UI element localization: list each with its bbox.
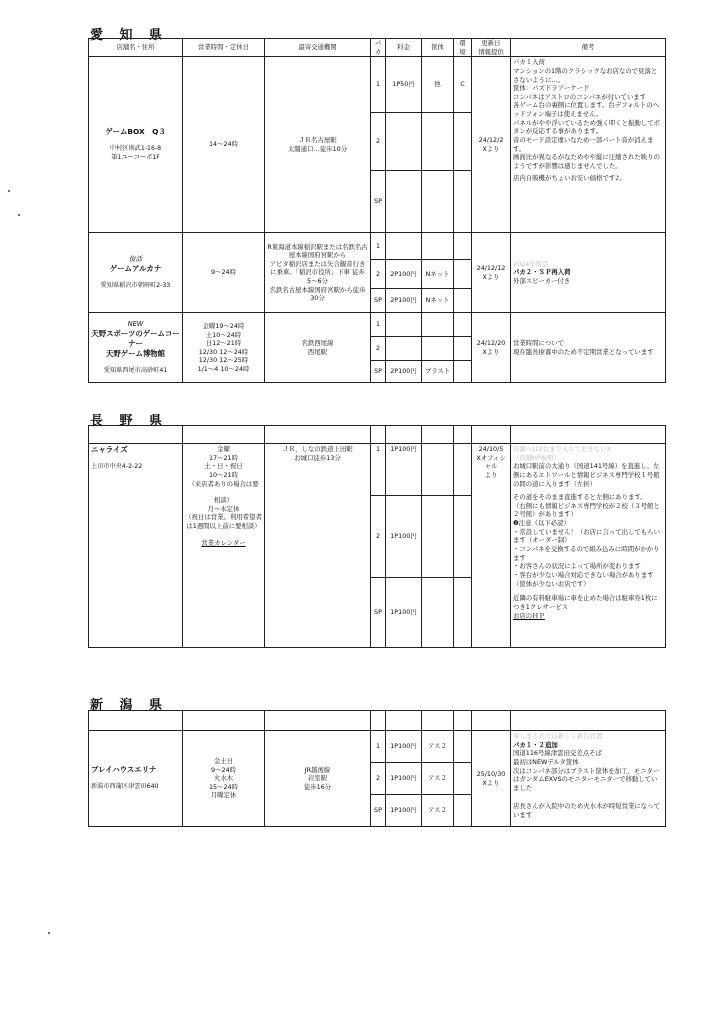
section-title-niigata: 新 潟 県 [90, 698, 169, 713]
paka-cell: 2 [371, 260, 386, 289]
note-line: 近隣の有料駐車場に車を止めた場合は駐車券1枚につき1クレサービス [513, 594, 658, 611]
note-line: お城口駅前の大通り（国道141号線）を直進し、左側にあるエトワールと情報ビジネス専門学校１号館の間の道に入ります（左折） [513, 462, 660, 488]
header-station: 最寄交通機関 [265, 39, 371, 57]
table-row [89, 313, 666, 337]
env-cell [454, 113, 472, 171]
env-cell [454, 361, 472, 383]
header-fee: 料金 [386, 39, 422, 57]
store-address: 愛知県西尾市高砂町41 [103, 367, 168, 375]
paka-cell: 2 [371, 496, 386, 578]
paka-cell: 1 [371, 233, 386, 260]
store-name: 天野スポーツのゲームコーナー 天野ゲーム博物館 [91, 329, 180, 359]
calendar-link[interactable]: 営業カレンダー [201, 538, 246, 547]
station-cell: 名鉄西尾線 西尾駅 [265, 313, 371, 383]
fee-cell: 1P100円 [386, 496, 422, 578]
env-cell [454, 289, 472, 313]
store-tag: NEW [127, 320, 144, 329]
fee-cell: 1P50円 [386, 57, 422, 113]
env-cell [454, 763, 472, 795]
notes-cell [511, 444, 666, 648]
fee-cell: 2P100円 [386, 289, 422, 313]
fee-cell: 1P100円 [386, 763, 422, 795]
fee-cell: 2P100円 [386, 260, 422, 289]
env-cell [454, 444, 472, 496]
fee-cell [386, 337, 422, 361]
scan-speck [18, 214, 20, 216]
cabinet-cell [422, 113, 454, 171]
cabinet-cell [422, 233, 454, 260]
note-line: ・客台が少ない場合対応できない場合があります（筐体が少ないお店です） [513, 570, 654, 588]
cabinet-cell: ブラスト [422, 361, 454, 383]
fee-cell: 1P100円 [386, 731, 422, 763]
cabinet-cell [422, 337, 454, 361]
note-line: パカ２・ＳＰ再入荷 [513, 268, 571, 277]
hours-cell: 金曜19〜24時 土10〜24時 日12〜21時 12/30 12〜24時 12/30 12〜25時 1/1〜4 10〜24時 [183, 313, 265, 383]
env-cell [454, 260, 472, 289]
paka-cell: 1 [371, 57, 386, 113]
paka-cell: 1 [371, 313, 386, 337]
store-cell [89, 313, 183, 383]
store-address: 新潟市西蒲区津雲田640 [91, 783, 159, 791]
store-name: ゲームアルカナ [109, 264, 162, 274]
store-name: ゲームBOX Q３ [105, 127, 166, 137]
updated-cell: 24/12/20 Xより [472, 313, 511, 383]
cabinet-cell: Nネット [422, 260, 454, 289]
fee-cell: 2P100円 [386, 361, 422, 383]
env-cell [454, 337, 472, 361]
paka-cell: SP [371, 361, 386, 383]
updated-cell: 24/10/5 Xオフィシャル より [472, 444, 511, 648]
fee-cell: 1P100円 [386, 578, 422, 648]
station-cell: ＪＲ，しなの鉄道上田駅 お城口徒歩13分 [265, 444, 371, 648]
cabinet-cell [422, 313, 454, 337]
note-line: 店内自販機がちょいお安い価格です♪。 [513, 173, 626, 182]
header-row-blank [89, 711, 666, 731]
store-hp-link[interactable]: お店のＨＰ [513, 611, 545, 620]
cabinet-cell: アス２ [422, 731, 454, 763]
store-address: 中村区則武1-16-8 第1ユーコーポ1F [109, 145, 162, 161]
fee-cell [386, 313, 422, 337]
paka-cell: SP [371, 289, 386, 313]
header-row [89, 39, 666, 57]
paka-cell: 2 [371, 337, 386, 361]
table-row [89, 57, 666, 113]
note-line: 画面比が異なるがなためやや縦に圧縮された映りのようですが影響は感じませんでした。 [513, 153, 660, 170]
store-address: 愛知県稲沢市朝府町2-33 [100, 282, 171, 290]
note-line: マンションの1階のクラシックなお店なので見落とさないように…。 [513, 66, 658, 84]
fee-cell [386, 171, 422, 233]
store-cell [89, 444, 183, 648]
header-row-blank [89, 426, 666, 444]
note-line: 外部スピーカー付き [513, 277, 571, 286]
header-store: 店舗名・住所 [89, 39, 183, 57]
header-paka: パ カ [371, 39, 386, 57]
note-line: 楽しまる式では新しく新台設置 [513, 732, 603, 740]
section-title-nagano: 長 野 県 [90, 414, 169, 429]
hours-cell: 9〜24時 [183, 233, 265, 313]
note-line: 店舗へは2台まで入れておきないX [513, 445, 611, 453]
cabinet-cell: アス２ [422, 795, 454, 827]
store-name: ニャライズ [91, 445, 128, 454]
cabinet-cell [422, 444, 454, 496]
hours-text: 金曜 17〜21時 土・日・祝日 10〜21時 （来店者ありの場合は要 [188, 445, 259, 488]
header-env: 環 境 [454, 39, 472, 57]
note-line: 最初はNEWデルタ筐体 [513, 757, 579, 766]
note-line: パカ１・２追加 [513, 740, 558, 749]
cabinet-cell [422, 496, 454, 578]
scan-speck [48, 932, 50, 934]
table-row [89, 233, 666, 260]
store-address: 上田市中央4-2-22 [91, 462, 143, 470]
fee-cell [386, 113, 422, 171]
env-cell [454, 578, 472, 648]
cabinet-cell: Nネット [422, 289, 454, 313]
fee-cell [386, 233, 422, 260]
paka-cell: 2 [371, 113, 386, 171]
note-line: 店長さんが入院中のため火水木が時短営業になっています [513, 802, 660, 820]
note-line: ❷注意（以下必読） [513, 519, 570, 528]
hours-cell [183, 444, 265, 648]
note-line: 次はコンパネ部分はブラスト筐体を加工、モニターはガンダムEXVSのモニターモニターで移動していました [513, 766, 660, 792]
station-cell: JR越後線 岩室駅 徒歩16分 [265, 731, 371, 827]
note-line: コンパネはアストロのコンパネが付いています [513, 92, 647, 101]
env-cell: C [454, 57, 472, 113]
cabinet-cell: アス２ [422, 763, 454, 795]
table-row [89, 444, 666, 496]
hours-cell: 金土日 9〜24時 火水木 15〜24時 月曜定休 [183, 731, 265, 827]
paka-cell: SP [371, 171, 386, 233]
note-line: 営業時間について [513, 339, 564, 348]
note-line: ・常設していません！（お店に言って出してもらいます（オーダー制） [513, 527, 660, 545]
env-cell [454, 795, 472, 827]
header-updated: 更新日 情報提供 [472, 39, 511, 57]
section-title-aichi: 愛 知 県 [90, 28, 169, 43]
paka-cell: 1 [371, 444, 386, 496]
note-line: （店舗HP参照） [513, 453, 561, 462]
cabinet-cell: 他 [422, 57, 454, 113]
store-cell [89, 731, 183, 827]
scan-speck [8, 190, 10, 192]
note-line: パネルがやや浮いているため強く叩くと振動してボタンが反応する事があります。 [513, 118, 660, 136]
station-cell: ＪＲ名古屋駅 太閤通口…徒歩10分 [265, 57, 371, 233]
note-line: 2024年復活 [513, 259, 549, 268]
notes-cell [511, 313, 666, 383]
env-cell [454, 496, 472, 578]
env-cell [454, 731, 472, 763]
cabinet-cell [422, 171, 454, 233]
table-aichi [88, 38, 666, 383]
store-cell [89, 233, 183, 313]
header-notes: 備考 [511, 39, 666, 57]
updated-cell: 25/10/30 Xより [472, 731, 511, 827]
table-nagano [88, 425, 666, 648]
note-line: パカ１入荷 [513, 58, 545, 67]
store-tag: 復活 [128, 255, 143, 264]
hours-cell: 14〜24時 [183, 57, 265, 233]
note-line: ・お客さんの状況によって場所が変わります [513, 562, 641, 571]
note-line: 音のモード設定違いなため一部パート音が消えます。 [513, 136, 654, 153]
header-hours: 営業時間・定休日 [183, 39, 265, 57]
note-line: ・コンパネを交換するので組み込みに時間がかかります [513, 545, 660, 562]
notes-cell [511, 731, 666, 827]
paka-cell: 2 [371, 763, 386, 795]
paka-cell: SP [371, 578, 386, 648]
note-line: 現在臨長療養中のため不定期営業となっています [513, 347, 654, 356]
note-line: （右側にも情報ビジネス専門学校が２校（３号館と２号館）があります） [513, 501, 660, 519]
env-cell [454, 313, 472, 337]
note-line: 国道116号線津雲田交差点そば [513, 749, 602, 758]
table-row [89, 731, 666, 763]
note-line: 筐体：パズドラアーケード [513, 84, 590, 93]
station-cell: R東海道本線稲沢駅または名鉄名古屋本線国府宮駅から アピタ稲沢店または矢合観音行きに乗車。「稲沢市役所」下車 徒歩5〜6分 名鉄名古屋本線国府宮駅から徒歩30分 [265, 233, 371, 313]
fee-cell: 1P100円 [386, 795, 422, 827]
store-cell [89, 57, 183, 233]
notes-cell [511, 57, 666, 233]
env-cell [454, 171, 472, 233]
env-cell [454, 233, 472, 260]
cabinet-cell [422, 578, 454, 648]
fee-cell: 1P100円 [386, 444, 422, 496]
header-cabinet: 筐体 [422, 39, 454, 57]
paka-cell: SP [371, 795, 386, 827]
store-name: プレイハウスエリナ [91, 765, 157, 775]
updated-cell: 24/12/12 Xより [472, 233, 511, 313]
hours-text: 相談） 月〜木定休 （祝日は営業。利用希望者は1週間以上前に要相談） [185, 496, 262, 531]
notes-cell [511, 233, 666, 313]
table-niigata [88, 710, 666, 827]
note-line: 各ゲーム台の裏側に位置します。台デフォルトのヘッドフォン端子は使えません。 [513, 101, 660, 119]
updated-cell: 24/12/2 Xより [472, 57, 511, 233]
note-line: その道をそのまま直進すると左側にあります。 [513, 493, 647, 502]
paka-cell: 1 [371, 731, 386, 763]
